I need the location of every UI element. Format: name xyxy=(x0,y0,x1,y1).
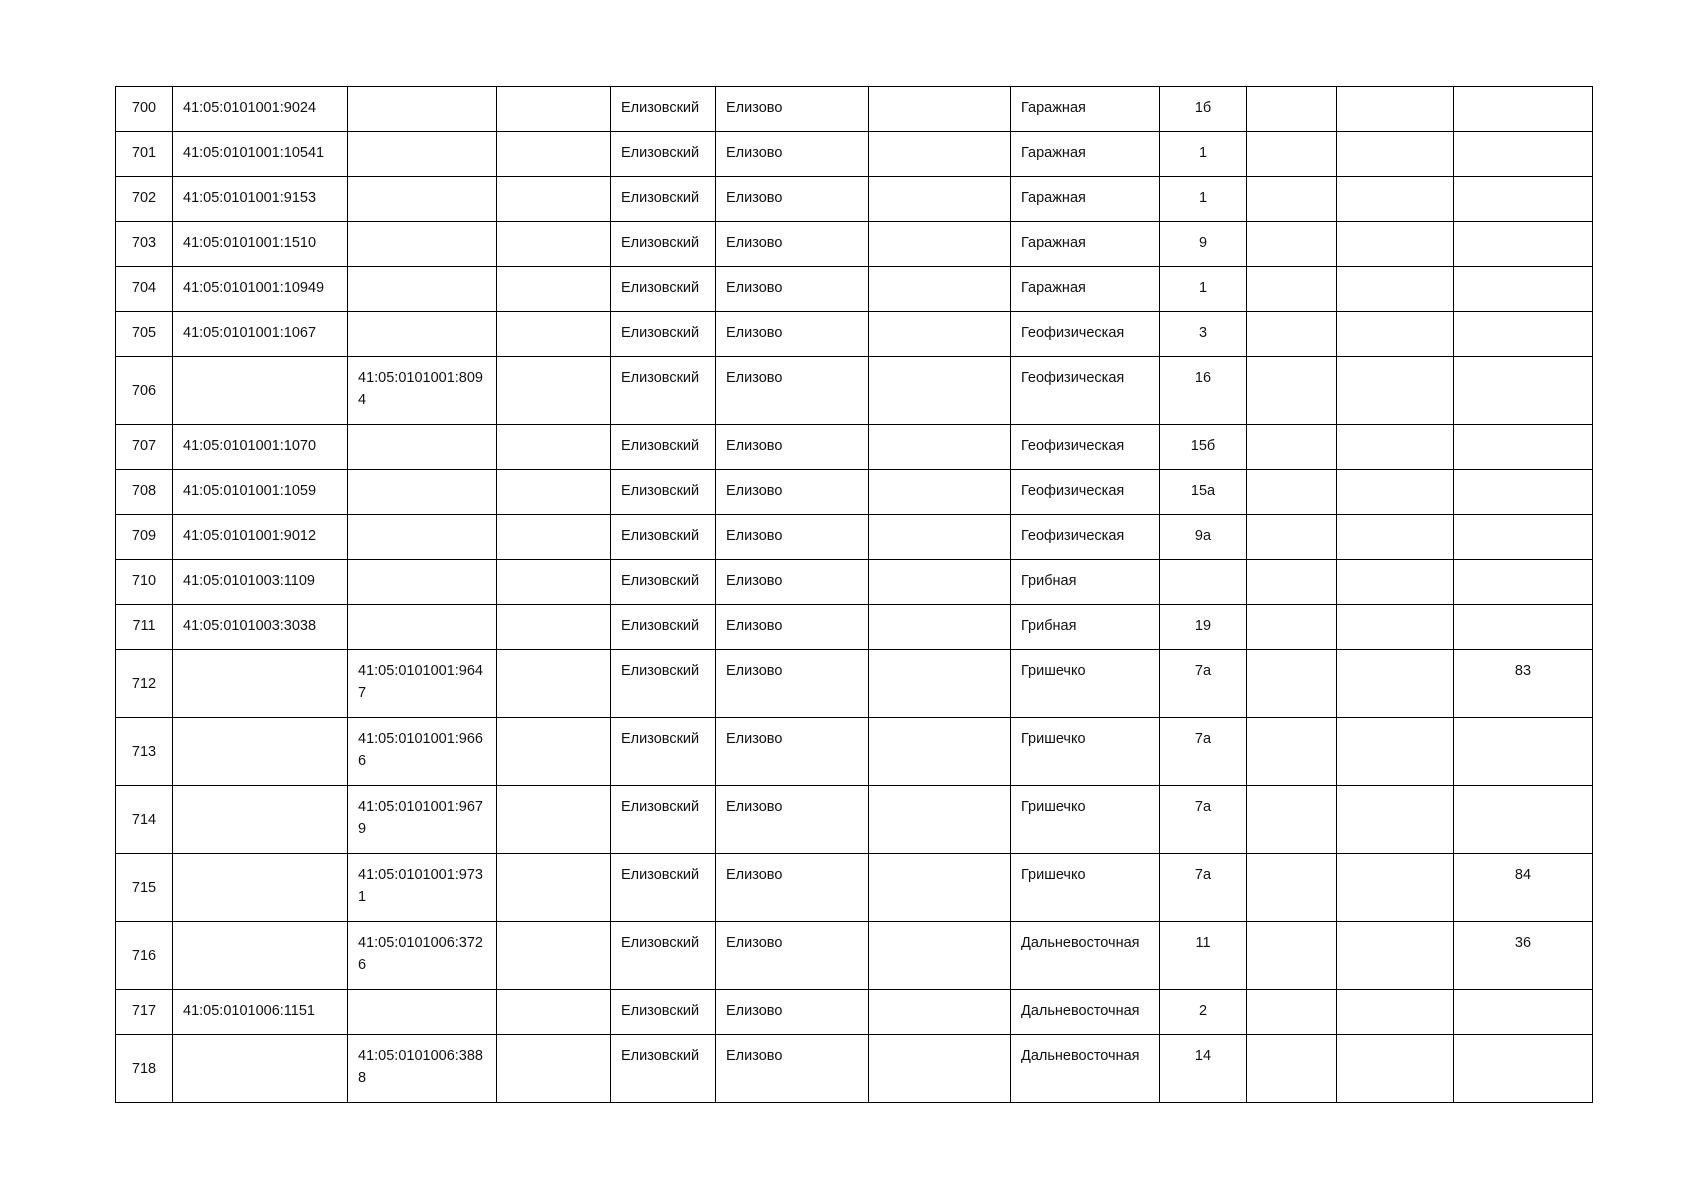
city-cell: Елизово xyxy=(716,87,869,132)
cadastral-number-2-cell: 41:05:0101001:9647 xyxy=(348,650,497,718)
district-cell: Елизовский xyxy=(611,650,716,718)
table-row xyxy=(116,786,1593,854)
empty-cell xyxy=(1247,267,1337,312)
house-number-cell: 7а xyxy=(1160,650,1247,718)
cadastral-number-2-cell: 41:05:0101001:9731 xyxy=(348,854,497,922)
house-number-cell xyxy=(1160,560,1247,605)
city-cell: Елизово xyxy=(716,132,869,177)
cadastral-number-cell: 41:05:0101006:1151 xyxy=(173,990,348,1035)
empty-cell xyxy=(1247,425,1337,470)
empty-cell xyxy=(869,1035,1011,1103)
house-number-cell: 7а xyxy=(1160,854,1247,922)
apartment-cell xyxy=(1454,1035,1593,1103)
cadastral-number-2-cell xyxy=(348,132,497,177)
cadastral-number-cell: 41:05:0101001:1510 xyxy=(173,222,348,267)
city-cell: Елизово xyxy=(716,267,869,312)
cadastral-number-2-cell: 41:05:0101006:3726 xyxy=(348,922,497,990)
apartment-cell xyxy=(1454,515,1593,560)
district-cell: Елизовский xyxy=(611,87,716,132)
empty-cell xyxy=(869,990,1011,1035)
row-number-cell: 704 xyxy=(116,267,173,312)
apartment-cell xyxy=(1454,425,1593,470)
street-cell: Гришечко xyxy=(1011,854,1160,922)
city-cell: Елизово xyxy=(716,718,869,786)
empty-cell xyxy=(497,786,611,854)
cadastral-number-cell: 41:05:0101001:10949 xyxy=(173,267,348,312)
empty-cell xyxy=(1247,312,1337,357)
empty-cell xyxy=(497,1035,611,1103)
empty-cell xyxy=(869,560,1011,605)
empty-cell xyxy=(497,605,611,650)
street-cell: Дальневосточная xyxy=(1011,922,1160,990)
empty-cell xyxy=(497,718,611,786)
empty-cell xyxy=(869,922,1011,990)
cadastral-number-cell xyxy=(173,650,348,718)
empty-cell xyxy=(1337,990,1454,1035)
row-number-cell: 713 xyxy=(116,718,173,786)
house-number-cell: 9 xyxy=(1160,222,1247,267)
empty-cell xyxy=(1337,222,1454,267)
apartment-cell xyxy=(1454,222,1593,267)
table-row xyxy=(116,605,1593,650)
district-cell: Елизовский xyxy=(611,470,716,515)
cadastral-number-2-cell: 41:05:0101001:8094 xyxy=(348,357,497,425)
house-number-cell: 1 xyxy=(1160,132,1247,177)
street-cell: Гаражная xyxy=(1011,87,1160,132)
empty-cell xyxy=(869,357,1011,425)
city-cell: Елизово xyxy=(716,605,869,650)
cadastral-number-cell: 41:05:0101003:1109 xyxy=(173,560,348,605)
empty-cell xyxy=(1337,87,1454,132)
empty-cell xyxy=(869,786,1011,854)
apartment-cell xyxy=(1454,786,1593,854)
empty-cell xyxy=(1337,177,1454,222)
empty-cell xyxy=(497,357,611,425)
empty-cell xyxy=(497,470,611,515)
city-cell: Елизово xyxy=(716,470,869,515)
empty-cell xyxy=(497,132,611,177)
street-cell: Геофизическая xyxy=(1011,312,1160,357)
empty-cell xyxy=(869,515,1011,560)
row-number-cell: 700 xyxy=(116,87,173,132)
empty-cell xyxy=(869,177,1011,222)
city-cell: Елизово xyxy=(716,650,869,718)
row-number-cell: 708 xyxy=(116,470,173,515)
city-cell: Елизово xyxy=(716,177,869,222)
house-number-cell: 3 xyxy=(1160,312,1247,357)
district-cell: Елизовский xyxy=(611,605,716,650)
street-cell: Гришечко xyxy=(1011,650,1160,718)
district-cell: Елизовский xyxy=(611,560,716,605)
row-number-cell: 701 xyxy=(116,132,173,177)
table-row xyxy=(116,990,1593,1035)
table-row xyxy=(116,922,1593,990)
row-number-cell: 717 xyxy=(116,990,173,1035)
apartment-cell xyxy=(1454,990,1593,1035)
city-cell: Елизово xyxy=(716,515,869,560)
empty-cell xyxy=(869,650,1011,718)
cadastral-number-cell xyxy=(173,1035,348,1103)
row-number-cell: 709 xyxy=(116,515,173,560)
empty-cell xyxy=(497,922,611,990)
cadastral-number-cell: 41:05:0101001:9153 xyxy=(173,177,348,222)
district-cell: Елизовский xyxy=(611,357,716,425)
cadastral-number-2-cell xyxy=(348,312,497,357)
empty-cell xyxy=(1247,605,1337,650)
city-cell: Елизово xyxy=(716,357,869,425)
house-number-cell: 16 xyxy=(1160,357,1247,425)
apartment-cell xyxy=(1454,312,1593,357)
city-cell: Елизово xyxy=(716,786,869,854)
table-body xyxy=(116,87,1593,1103)
empty-cell xyxy=(1247,990,1337,1035)
empty-cell xyxy=(1247,650,1337,718)
house-number-cell: 1 xyxy=(1160,177,1247,222)
district-cell: Елизовский xyxy=(611,177,716,222)
row-number-cell: 703 xyxy=(116,222,173,267)
street-cell: Гришечко xyxy=(1011,718,1160,786)
empty-cell xyxy=(1247,1035,1337,1103)
row-number-cell: 707 xyxy=(116,425,173,470)
empty-cell xyxy=(497,222,611,267)
table-row xyxy=(116,650,1593,718)
city-cell: Елизово xyxy=(716,1035,869,1103)
house-number-cell: 1 xyxy=(1160,267,1247,312)
house-number-cell: 1б xyxy=(1160,87,1247,132)
house-number-cell: 2 xyxy=(1160,990,1247,1035)
cadastral-number-2-cell: 41:05:0101006:3888 xyxy=(348,1035,497,1103)
cadastral-number-2-cell xyxy=(348,425,497,470)
empty-cell xyxy=(1247,922,1337,990)
district-cell: Елизовский xyxy=(611,425,716,470)
house-number-cell: 7а xyxy=(1160,786,1247,854)
city-cell: Елизово xyxy=(716,312,869,357)
empty-cell xyxy=(497,560,611,605)
district-cell: Елизовский xyxy=(611,312,716,357)
empty-cell xyxy=(1247,177,1337,222)
empty-cell xyxy=(1337,1035,1454,1103)
district-cell: Елизовский xyxy=(611,515,716,560)
empty-cell xyxy=(1337,357,1454,425)
table-row xyxy=(116,718,1593,786)
apartment-cell: 84 xyxy=(1454,854,1593,922)
apartment-cell xyxy=(1454,560,1593,605)
table-row xyxy=(116,87,1593,132)
empty-cell xyxy=(869,470,1011,515)
street-cell: Грибная xyxy=(1011,605,1160,650)
house-number-cell: 11 xyxy=(1160,922,1247,990)
cadastral-number-2-cell: 41:05:0101001:9679 xyxy=(348,786,497,854)
empty-cell xyxy=(1247,718,1337,786)
cadastral-number-cell: 41:05:0101001:10541 xyxy=(173,132,348,177)
apartment-cell xyxy=(1454,132,1593,177)
empty-cell xyxy=(497,267,611,312)
row-number-cell: 715 xyxy=(116,854,173,922)
cadastral-number-cell: 41:05:0101001:9024 xyxy=(173,87,348,132)
empty-cell xyxy=(869,312,1011,357)
house-number-cell: 7а xyxy=(1160,718,1247,786)
row-number-cell: 716 xyxy=(116,922,173,990)
street-cell: Гаражная xyxy=(1011,177,1160,222)
row-number-cell: 712 xyxy=(116,650,173,718)
empty-cell xyxy=(1337,922,1454,990)
row-number-cell: 706 xyxy=(116,357,173,425)
cadastral-number-2-cell xyxy=(348,990,497,1035)
cadastral-number-2-cell: 41:05:0101001:9666 xyxy=(348,718,497,786)
house-number-cell: 15б xyxy=(1160,425,1247,470)
empty-cell xyxy=(1337,854,1454,922)
house-number-cell: 19 xyxy=(1160,605,1247,650)
empty-cell xyxy=(1247,854,1337,922)
empty-cell xyxy=(869,87,1011,132)
apartment-cell: 83 xyxy=(1454,650,1593,718)
district-cell: Елизовский xyxy=(611,922,716,990)
row-number-cell: 714 xyxy=(116,786,173,854)
cadastral-number-cell: 41:05:0101001:1070 xyxy=(173,425,348,470)
empty-cell xyxy=(1247,470,1337,515)
empty-cell xyxy=(1337,650,1454,718)
table-row xyxy=(116,312,1593,357)
street-cell: Геофизическая xyxy=(1011,515,1160,560)
district-cell: Елизовский xyxy=(611,718,716,786)
table-row xyxy=(116,267,1593,312)
house-number-cell: 9а xyxy=(1160,515,1247,560)
cadastral-number-2-cell xyxy=(348,267,497,312)
district-cell: Елизовский xyxy=(611,222,716,267)
cadastral-number-2-cell xyxy=(348,560,497,605)
table-row xyxy=(116,560,1593,605)
apartment-cell xyxy=(1454,470,1593,515)
empty-cell xyxy=(1337,267,1454,312)
empty-cell xyxy=(497,312,611,357)
empty-cell xyxy=(497,87,611,132)
empty-cell xyxy=(1337,312,1454,357)
street-cell: Геофизическая xyxy=(1011,425,1160,470)
empty-cell xyxy=(869,605,1011,650)
cadastral-number-cell xyxy=(173,718,348,786)
cadastral-number-2-cell xyxy=(348,222,497,267)
table-row xyxy=(116,132,1593,177)
street-cell: Гаражная xyxy=(1011,267,1160,312)
empty-cell xyxy=(869,222,1011,267)
house-number-cell: 15а xyxy=(1160,470,1247,515)
empty-cell xyxy=(1247,560,1337,605)
apartment-cell xyxy=(1454,267,1593,312)
apartment-cell: 36 xyxy=(1454,922,1593,990)
register-table xyxy=(115,86,1593,1103)
empty-cell xyxy=(1247,222,1337,267)
street-cell: Геофизическая xyxy=(1011,357,1160,425)
empty-cell xyxy=(1337,718,1454,786)
table-row xyxy=(116,222,1593,267)
district-cell: Елизовский xyxy=(611,267,716,312)
empty-cell xyxy=(1337,786,1454,854)
empty-cell xyxy=(497,177,611,222)
table-row xyxy=(116,357,1593,425)
empty-cell xyxy=(1247,515,1337,560)
empty-cell xyxy=(1247,357,1337,425)
district-cell: Елизовский xyxy=(611,786,716,854)
table-row xyxy=(116,515,1593,560)
cadastral-number-cell: 41:05:0101001:9012 xyxy=(173,515,348,560)
apartment-cell xyxy=(1454,718,1593,786)
empty-cell xyxy=(869,718,1011,786)
district-cell: Елизовский xyxy=(611,854,716,922)
table-row xyxy=(116,177,1593,222)
table-row xyxy=(116,425,1593,470)
empty-cell xyxy=(869,854,1011,922)
street-cell: Гришечко xyxy=(1011,786,1160,854)
apartment-cell xyxy=(1454,357,1593,425)
row-number-cell: 705 xyxy=(116,312,173,357)
table-row xyxy=(116,470,1593,515)
district-cell: Елизовский xyxy=(611,990,716,1035)
cadastral-number-2-cell xyxy=(348,177,497,222)
empty-cell xyxy=(1337,132,1454,177)
empty-cell xyxy=(1337,515,1454,560)
empty-cell xyxy=(497,650,611,718)
apartment-cell xyxy=(1454,605,1593,650)
cadastral-number-2-cell xyxy=(348,470,497,515)
row-number-cell: 702 xyxy=(116,177,173,222)
row-number-cell: 711 xyxy=(116,605,173,650)
row-number-cell: 710 xyxy=(116,560,173,605)
cadastral-number-cell: 41:05:0101001:1067 xyxy=(173,312,348,357)
row-number-cell: 718 xyxy=(116,1035,173,1103)
cadastral-number-cell xyxy=(173,357,348,425)
city-cell: Елизово xyxy=(716,222,869,267)
empty-cell xyxy=(1337,605,1454,650)
cadastral-number-cell: 41:05:0101003:3038 xyxy=(173,605,348,650)
empty-cell xyxy=(1337,560,1454,605)
empty-cell xyxy=(497,990,611,1035)
empty-cell xyxy=(497,425,611,470)
street-cell: Гаражная xyxy=(1011,132,1160,177)
empty-cell xyxy=(869,132,1011,177)
empty-cell xyxy=(1247,786,1337,854)
empty-cell xyxy=(1247,132,1337,177)
cadastral-number-2-cell xyxy=(348,605,497,650)
apartment-cell xyxy=(1454,177,1593,222)
empty-cell xyxy=(497,854,611,922)
city-cell: Елизово xyxy=(716,560,869,605)
cadastral-number-2-cell xyxy=(348,87,497,132)
street-cell: Грибная xyxy=(1011,560,1160,605)
table-row xyxy=(116,854,1593,922)
street-cell: Дальневосточная xyxy=(1011,990,1160,1035)
cadastral-number-cell xyxy=(173,786,348,854)
street-cell: Дальневосточная xyxy=(1011,1035,1160,1103)
city-cell: Елизово xyxy=(716,990,869,1035)
cadastral-number-cell xyxy=(173,922,348,990)
district-cell: Елизовский xyxy=(611,1035,716,1103)
empty-cell xyxy=(497,515,611,560)
apartment-cell xyxy=(1454,87,1593,132)
house-number-cell: 14 xyxy=(1160,1035,1247,1103)
street-cell: Гаражная xyxy=(1011,222,1160,267)
empty-cell xyxy=(1337,470,1454,515)
empty-cell xyxy=(1247,87,1337,132)
empty-cell xyxy=(869,425,1011,470)
empty-cell xyxy=(869,267,1011,312)
city-cell: Елизово xyxy=(716,922,869,990)
cadastral-number-cell: 41:05:0101001:1059 xyxy=(173,470,348,515)
city-cell: Елизово xyxy=(716,854,869,922)
city-cell: Елизово xyxy=(716,425,869,470)
table-row xyxy=(116,1035,1593,1103)
empty-cell xyxy=(1337,425,1454,470)
street-cell: Геофизическая xyxy=(1011,470,1160,515)
district-cell: Елизовский xyxy=(611,132,716,177)
cadastral-number-cell xyxy=(173,854,348,922)
cadastral-number-2-cell xyxy=(348,515,497,560)
